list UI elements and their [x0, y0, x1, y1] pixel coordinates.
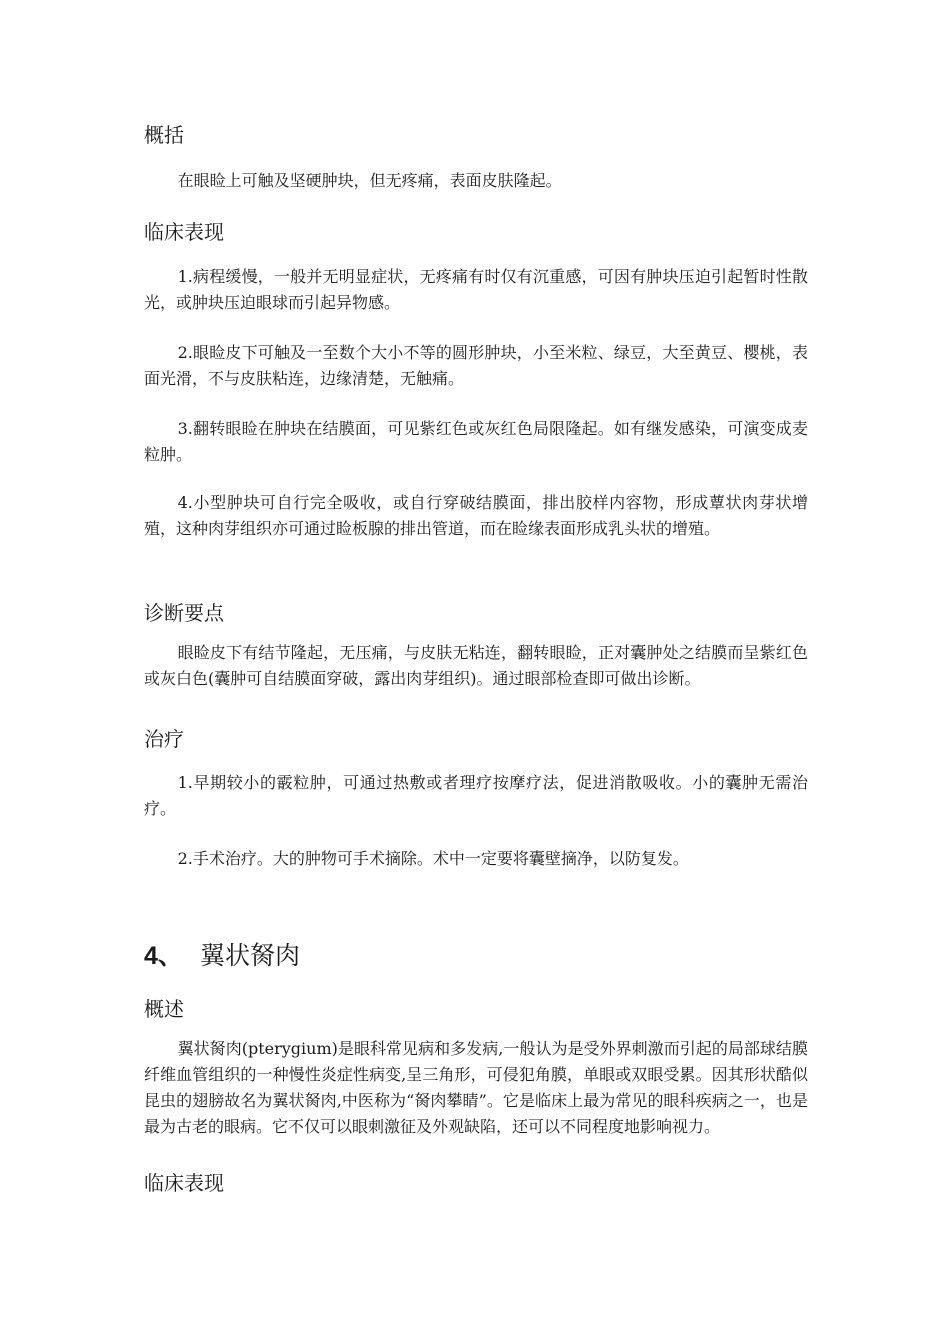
summary-text: 在眼睑上可触及坚硬肿块，但无疼痛，表面皮肤隆起。 — [177, 171, 562, 190]
treatment-item-1: 1.早期较小的霰粒肿，可通过热敷或者理疗按摩疗法，促进消散吸收。小的囊肿无需治疗。 — [144, 773, 808, 818]
diagnosis-text: 眼睑皮下有结节隆起，无压痛，与皮肤无粘连，翻转眼睑，正对囊肿处之结膜而呈紫红色或灰白色(囊肿可自结膜面穿破，露出肉芽组织)。通过眼部检查即可做出诊断。 — [144, 643, 808, 688]
clinical-item-4: 4.小型肿块可自行完全吸收，或自行穿破结膜面，排出胶样内容物，形成蕈状肉芽状增殖，这种肉芽组织亦可通过睑板腺的排出管道，而在睑缘表面形成乳头状的增殖。 — [144, 493, 808, 538]
treatment-heading: 治疗 — [144, 727, 184, 751]
summary-heading: 概括 — [144, 123, 184, 147]
clinical-item-2: 2.眼睑皮下可触及一至数个大小不等的圆形肿块，小至米粒、绿豆，大至黄豆、樱桃，表面光滑，不与皮肤粘连，边缘清楚，无触痛。 — [144, 343, 808, 388]
overview-heading: 概述 — [144, 997, 184, 1021]
clinical-item-3: 3.翻转眼睑在肿块在结膜面，可见紫红色或灰红色局限隆起。如有继发感染，可演变成麦粒肿。 — [144, 419, 808, 464]
diagnosis-heading: 诊断要点 — [144, 601, 224, 625]
clinical-item-1: 1.病程缓慢，一般并无明显症状，无疼痛有时仅有沉重感，可因有肿块压迫引起暂时性散光，或肿块压迫眼球而引起异物感。 — [144, 267, 808, 312]
clinical-heading: 临床表现 — [144, 220, 224, 244]
treatment-item-2: 2.手术治疗。大的肿物可手术摘除。术中一定要将囊壁摘净，以防复发。 — [177, 849, 689, 868]
overview-text: 翼状胬肉(pterygium)是眼科常见病和多发病,一般认为是受外界刺激而引起的局部球结膜纤维血管组织的一种慢性炎症性病变,呈三角形，可侵犯角膜，单眼或双眼受累。因其形状酷似昆虫的翅膀故名为翼状胬肉,中医称为“胬肉攀睛”。它是临床上最为常见的眼科疾病之一，也是最为古老的眼病。它不仅可以眼刺激征及外观缺陷，还可以不同程度地影响视力。 — [144, 1039, 808, 1136]
chapter-number: 4、 — [144, 942, 183, 970]
chapter-title — [144, 940, 300, 972]
clinical2-heading: 临床表现 — [144, 1171, 224, 1195]
chapter-name: 翼状胬肉 — [200, 941, 301, 970]
